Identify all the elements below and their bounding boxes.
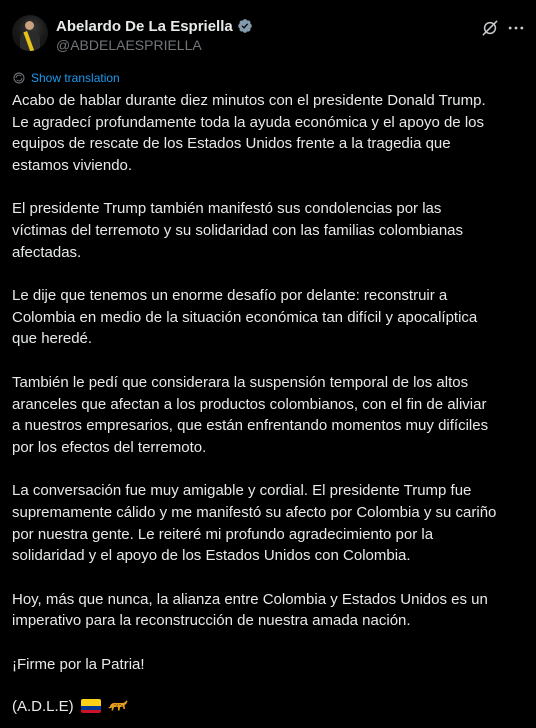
- tweet-paragraph: El presidente Trump también manifestó sus condolencias por las víctimas del terremoto y su solidaridad con las familias colombianas afectadas.: [12, 200, 464, 261]
- tweet-paragraph: ¡Firme por la Patria!: [12, 655, 145, 673]
- tweet-text: [12, 90, 527, 697]
- user-handle[interactable]: @ABDELAESPRIELLA: [56, 37, 202, 53]
- avatar[interactable]: [12, 15, 48, 51]
- tweet-paragraph: Hoy, más que nunca, la alianza entre Colombia y Estados Unidos es un imperativo para la reconstrucción de nuestra amada nación.: [12, 590, 488, 630]
- tweet-paragraph: También le pedí que considerara la suspensión temporal de los altos aranceles que afectan a los productos colombianos, con el fin de aliviar a nuestros empresarios, que están enfrentando momentos muy difíciles por los efectos del terremoto.: [12, 373, 489, 456]
- name-row: [56, 16, 253, 36]
- signoff-row: [12, 695, 129, 717]
- verified-badge-icon: [237, 18, 253, 34]
- signoff-text: (A.D.L.E): [12, 697, 74, 715]
- tweet-paragraph: La conversación fue muy amigable y cordial. El presidente Trump fue supremamente cálido y me manifestó su afecto por Colombia y su cariño por nuestra gente. Le reiteré mi profundo agradecimiento por la solidaridad y el apoyo de los Estados Unidos con Colombia.: [12, 482, 497, 565]
- show-translation-label[interactable]: Show translation: [31, 71, 120, 85]
- grok-icon[interactable]: [480, 18, 500, 38]
- more-options-icon[interactable]: [506, 18, 526, 38]
- tweet-header: [0, 0, 536, 66]
- jaguar-icon: [107, 698, 129, 714]
- translate-icon: [12, 71, 26, 85]
- avatar-face: [25, 21, 34, 30]
- show-translation-link[interactable]: [12, 69, 120, 87]
- display-name[interactable]: Abelardo De La Espriella: [56, 17, 233, 35]
- tweet-paragraph: Le dije que tenemos un enorme desafío por delante: reconstruir a Colombia en medio de la situación económica tan difícil y apocalíptica que heredé.: [12, 287, 478, 348]
- colombia-flag-icon: [81, 699, 101, 713]
- tweet-paragraph: Acabo de hablar durante diez minutos con el presidente Donald Trump. Le agradecí profundamente toda la ayuda económica y el apoyo de los equipos de rescate de los Estados Unidos frente a la tragedia que estamos viviendo.: [12, 92, 486, 174]
